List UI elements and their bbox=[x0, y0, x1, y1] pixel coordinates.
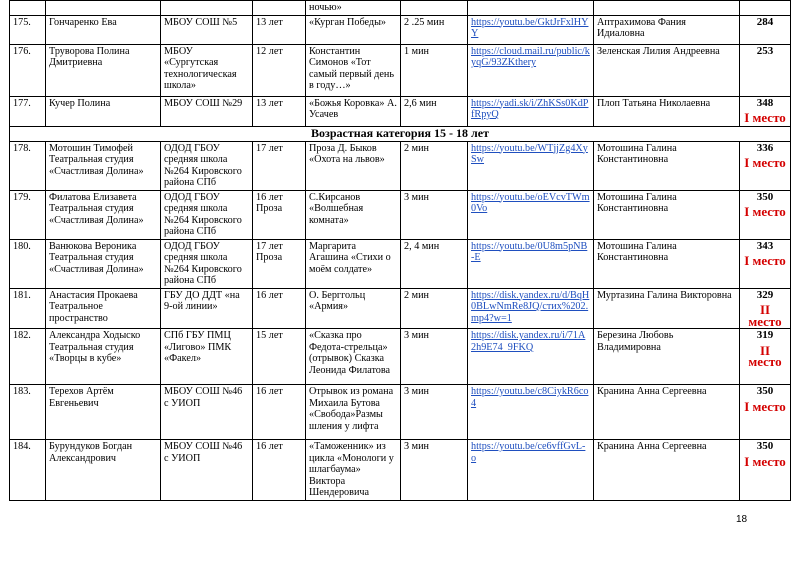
place-label: I место bbox=[744, 453, 786, 469]
participant-name: Ванюкова Вероника Театральная студия «Счастливая Долина» bbox=[46, 239, 161, 288]
teacher-cell: Аптрахимова Фания Идиаловна bbox=[594, 15, 740, 44]
age-cell: 13 лет bbox=[253, 15, 306, 44]
school-cell: МБОУ СОШ №29 bbox=[161, 96, 253, 126]
score-cell bbox=[740, 15, 791, 44]
participant-name: Филатова Елизавета Театральная студия «Счастливая Долина» bbox=[46, 190, 161, 239]
video-link[interactable]: https://youtu.be/ce6vffGvL-o bbox=[471, 441, 586, 464]
place-label: I место bbox=[744, 253, 786, 268]
page-number: 18 bbox=[736, 514, 748, 525]
teacher-cell: Мотошина Галина Константиновна bbox=[594, 141, 740, 190]
category-row bbox=[10, 126, 791, 141]
duration-cell: 2 мин bbox=[401, 141, 468, 190]
age-cell: 12 лет bbox=[253, 44, 306, 96]
score-cell bbox=[740, 239, 791, 288]
teacher-cell: Мотошина Галина Константиновна bbox=[594, 190, 740, 239]
table-row bbox=[10, 15, 791, 44]
score-cell bbox=[740, 190, 791, 239]
results-table bbox=[9, 0, 791, 501]
score-value: 319 bbox=[756, 329, 774, 341]
school-cell: ОДОД ГБОУ средняя школа №264 Кировского района СПб bbox=[161, 190, 253, 239]
place-label: II место bbox=[748, 302, 782, 329]
video-link[interactable]: https://youtu.be/WTjjZg4XySw bbox=[471, 142, 588, 165]
score-cell bbox=[740, 44, 791, 96]
work-cell: Проза Д. Быков «Охота на львов» bbox=[306, 141, 401, 190]
participant-name: Анастасия Прокаева Театральное пространство bbox=[46, 288, 161, 329]
teacher-cell: Плоп Татьяна Николаевна bbox=[594, 96, 740, 126]
score-cell bbox=[740, 288, 791, 329]
row-number: 183. bbox=[10, 385, 46, 440]
teacher-cell: Муртазина Галина Викторовна bbox=[594, 288, 740, 329]
participant-name: Труворова Полина Дмитриевна bbox=[46, 44, 161, 96]
score-cell bbox=[740, 96, 791, 126]
table-row bbox=[10, 385, 791, 440]
score-value: 350 bbox=[756, 190, 774, 203]
row-number: 184. bbox=[10, 440, 46, 501]
duration-cell: 3 мин bbox=[401, 329, 468, 385]
participant-name: Мотошин Тимофей Театральная студия «Счастливая Долина» bbox=[46, 141, 161, 190]
teacher-cell: Зеленская Лилия Андреевна bbox=[594, 44, 740, 96]
table-row bbox=[10, 44, 791, 96]
school-cell: СПб ГБУ ПМЦ «Лиговo» ПМК «Факел» bbox=[161, 329, 253, 385]
video-link[interactable]: https://youtu.be/GktJrFxlHYY bbox=[471, 16, 589, 39]
work-cell: Маргарита Агашина «Стихи о моём солдате» bbox=[306, 239, 401, 288]
table-row bbox=[10, 239, 791, 288]
row-number: 181. bbox=[10, 288, 46, 329]
age-cell: 17 лет bbox=[253, 141, 306, 190]
participant-name: Кучер Полина bbox=[46, 96, 161, 126]
video-link-cell bbox=[468, 329, 594, 385]
place-label: I место bbox=[744, 155, 786, 170]
duration-cell: 3 мин bbox=[401, 385, 468, 440]
row-number: 175. bbox=[10, 15, 46, 44]
teacher-cell: Кранина Анна Сергеевна bbox=[594, 440, 740, 501]
duration-cell: 2, 4 мин bbox=[401, 239, 468, 288]
video-link[interactable]: https://disk.yandex.ru/d/BqH0BLwNmRe8JQ/стих%202.mp4?w=1 bbox=[471, 289, 590, 324]
video-link[interactable]: https://youtu.be/c8CiykR6co4 bbox=[471, 386, 589, 409]
category-heading: Возрастная категория 15 - 18 лет bbox=[10, 126, 791, 141]
age-cell: 17 лет Проза bbox=[253, 239, 306, 288]
table-row bbox=[10, 96, 791, 126]
school-cell: МБОУ СОШ №46 с УИОП bbox=[161, 385, 253, 440]
age-cell: 13 лет bbox=[253, 96, 306, 126]
work-cell: «Божья Коровка» А. Усачев bbox=[306, 96, 401, 126]
place-label: I место bbox=[744, 204, 786, 219]
video-link[interactable]: https://cloud.mail.ru/public/kyqG/93ZKthery bbox=[471, 45, 590, 68]
score-value: 343 bbox=[756, 239, 774, 252]
duration-cell: 2 .25 мин bbox=[401, 15, 468, 44]
school-cell: МБОУ СОШ №5 bbox=[161, 15, 253, 44]
video-link[interactable]: https://youtu.be/0U8m5pNB-E bbox=[471, 240, 588, 263]
age-cell: 15 лет bbox=[253, 329, 306, 385]
row-number: 176. bbox=[10, 44, 46, 96]
video-link-cell bbox=[468, 288, 594, 329]
score-value: 350 bbox=[756, 440, 774, 452]
score-value: 350 bbox=[756, 385, 774, 397]
age-cell: 16 лет Проза bbox=[253, 190, 306, 239]
work-cell: «Таможенник» из цикла «Монологи у шлагбаума» Виктора Шендеровича bbox=[306, 440, 401, 501]
table-row bbox=[10, 329, 791, 385]
place-label: I место bbox=[744, 398, 786, 414]
duration-cell: 3 мин bbox=[401, 440, 468, 501]
duration-cell: 3 мин bbox=[401, 190, 468, 239]
age-cell: 16 лет bbox=[253, 288, 306, 329]
age-cell: 16 лет bbox=[253, 385, 306, 440]
video-link-cell bbox=[468, 141, 594, 190]
teacher-cell: Мотошина Галина Константиновна bbox=[594, 239, 740, 288]
work-cell: ночью» bbox=[306, 1, 401, 16]
participant-name: Гончаренко Ева bbox=[46, 15, 161, 44]
score-cell bbox=[740, 385, 791, 440]
video-link-cell bbox=[468, 44, 594, 96]
row-number: 179. bbox=[10, 190, 46, 239]
video-link-cell bbox=[468, 190, 594, 239]
video-link-cell bbox=[468, 385, 594, 440]
score-value: 253 bbox=[756, 44, 774, 57]
video-link-cell bbox=[468, 239, 594, 288]
school-cell: ОДОД ГБОУ средняя школа №264 Кировского района СПб bbox=[161, 141, 253, 190]
teacher-cell: Березина Любовь Владимировна bbox=[594, 329, 740, 385]
table-row bbox=[10, 190, 791, 239]
age-cell: 16 лет bbox=[253, 440, 306, 501]
table-row bbox=[10, 1, 791, 16]
score-cell bbox=[740, 440, 791, 501]
participant-name: Терехов Артём Евгеньевич bbox=[46, 385, 161, 440]
row-number: 180. bbox=[10, 239, 46, 288]
row-number: 182. bbox=[10, 329, 46, 385]
row-number: 178. bbox=[10, 141, 46, 190]
school-cell: ГБУ ДО ДДТ «на 9-ой линии» bbox=[161, 288, 253, 329]
school-cell: ОДОД ГБОУ средняя школа №264 Кировского района СПб bbox=[161, 239, 253, 288]
video-link[interactable]: https://yadi.sk/i/ZhKSs0KdPfRpyQ bbox=[471, 97, 589, 120]
place-label: II место bbox=[748, 342, 782, 369]
table-row bbox=[10, 141, 791, 190]
participant-name: Александра Ходыско Театральная студия «Творцы в кубе» bbox=[46, 329, 161, 385]
video-link-cell bbox=[468, 440, 594, 501]
work-cell: С.Кирсанов «Волшебная комната» bbox=[306, 190, 401, 239]
duration-cell: 2 мин bbox=[401, 288, 468, 329]
score-value: 284 bbox=[756, 15, 774, 28]
school-cell: МБОУ СОШ №46 с УИОП bbox=[161, 440, 253, 501]
score-value: 336 bbox=[756, 141, 774, 154]
score-value: 329 bbox=[756, 288, 774, 301]
duration-cell: 1 мин bbox=[401, 44, 468, 96]
table-row bbox=[10, 288, 791, 329]
place-label: I место bbox=[744, 110, 786, 125]
table-row bbox=[10, 440, 791, 501]
score-cell bbox=[740, 141, 791, 190]
video-link-cell bbox=[468, 15, 594, 44]
score-cell bbox=[740, 329, 791, 385]
video-link[interactable]: https://disk.yandex.ru/i/71A2h9E74_9FKQ bbox=[471, 330, 586, 353]
video-link[interactable]: https://youtu.be/oEVcvTWm0Vo bbox=[471, 191, 590, 214]
duration-cell: 2,6 мин bbox=[401, 96, 468, 126]
video-link-cell bbox=[468, 96, 594, 126]
work-cell: О. Берггольц «Армия» bbox=[306, 288, 401, 329]
teacher-cell: Кранина Анна Сергеевна bbox=[594, 385, 740, 440]
school-cell: МБОУ «Сургутская технологическая школа» bbox=[161, 44, 253, 96]
work-cell: Константин Симонов «Тот самый первый день в году…» bbox=[306, 44, 401, 96]
row-number: 177. bbox=[10, 96, 46, 126]
score-value: 348 bbox=[756, 96, 774, 109]
work-cell: «Курган Победы» bbox=[306, 15, 401, 44]
work-cell: Отрывок из романа Михаила Бутова «Свобода»Размы шления у лифта bbox=[306, 385, 401, 440]
participant-name: Бурундуков Богдан Александрович bbox=[46, 440, 161, 501]
work-cell: «Сказка про Федота-стрельца» (отрывок) Сказка Леонида Филатова bbox=[306, 329, 401, 385]
